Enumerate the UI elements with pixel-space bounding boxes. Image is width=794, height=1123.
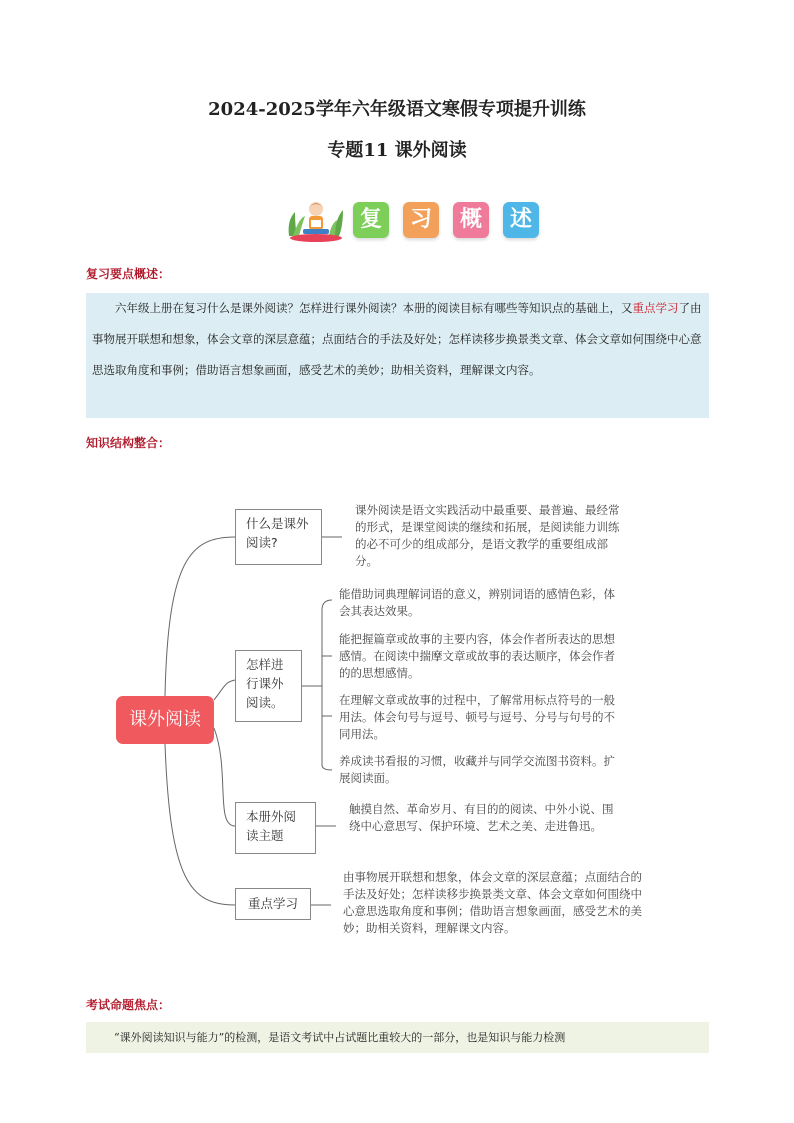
exam-focus-text: “课外阅读知识与能力”的检测，是语文考试中占试题比重较大的一部分，也是知识与能力检测 [114,1031,566,1044]
mindmap-node-key-study: 重点学习 [235,888,311,920]
mindmap-leaf-how-1: 能借助词典理解词语的意义，辨别词语的感情色彩，体会其表达效果。 [339,587,615,618]
mindmap-leaf-how-2: 能把握篇章或故事的主要内容，体会作者所表达的思想感情。在阅读中揣摩文章或故事的表达顺序，体会作者的的思想感情。 [339,632,615,680]
mindmap-leaf-definition: 课外阅读是语文实践活动中最重要、最普遍、最经常的形式，是课堂阅读的继续和拓展，是阅读能力训练的必不可少的组成部分，是语文教学的重要组成部分。 [355,503,620,568]
section-heading-exam-focus: 考试命题焦点： [86,998,171,1012]
summary-text-part: 六年级上册在复习什么是课外阅读？怎样进行课外阅读？本册的阅读目标有哪些等知识点的基础上，又 [115,301,633,315]
mindmap-node-how-to: 怎样进行课外阅读。 [235,650,302,722]
mindmap-node-what-is: 什么是课外阅读? [235,509,322,565]
mindmap-leaf-how-4: 养成读书看报的习惯，收藏并与同学交流图书资料。扩展阅读面。 [339,754,615,785]
banner-tile-3: 概 [453,202,489,238]
mindmap-root: 课外阅读 [116,696,214,744]
mindmap-leaf-how-3: 在理解文章或故事的过程中，了解常用标点符号的一般用法。体会句号与逗号、顿号与逗号、分号与句号的不同用法。 [339,693,615,741]
document-title: 2024-2025学年六年级语文寒假专项提升训练 [208,99,586,120]
banner-tile-2: 习 [403,202,439,238]
section-heading-structure: 知识结构整合： [86,436,171,450]
section-heading-review: 复习要点概述： [86,267,171,281]
summary-highlight: 重点学习 [632,301,679,315]
mindmap-node-themes: 本册外阅读主题 [235,802,316,854]
summary-text-part: 了由事物展开联想和想象，体会文章的深层意蕴；点面结合的手法及好处；怎样读移步换景类文章、体会文章如何围绕中心意思选取角度和事例；借助语言想象画面，感受艺术的美妙；助相关资料，理解课文内容。 [92,301,702,377]
mindmap-leaf-key-study: 由事物展开联想和想象，体会文章的深层意蕴；点面结合的手法及好处；怎样读移步换景类文章、体会文章如何围绕中心意思选取角度和事例；借助语言想象画面，感受艺术的美妙；助相关资料，理解课文内容。 [343,870,642,935]
document-subtitle: 专题11 课外阅读 [327,140,467,161]
banner-tile-1: 复 [353,202,389,238]
mindmap-leaf-themes: 触摸自然、革命岁月、有目的的阅读、中外小说、围绕中心意思写、保护环境、艺术之美、走进鲁迅。 [349,802,614,833]
exam-focus-box [86,1022,709,1053]
banner-tile-4: 述 [503,202,539,238]
